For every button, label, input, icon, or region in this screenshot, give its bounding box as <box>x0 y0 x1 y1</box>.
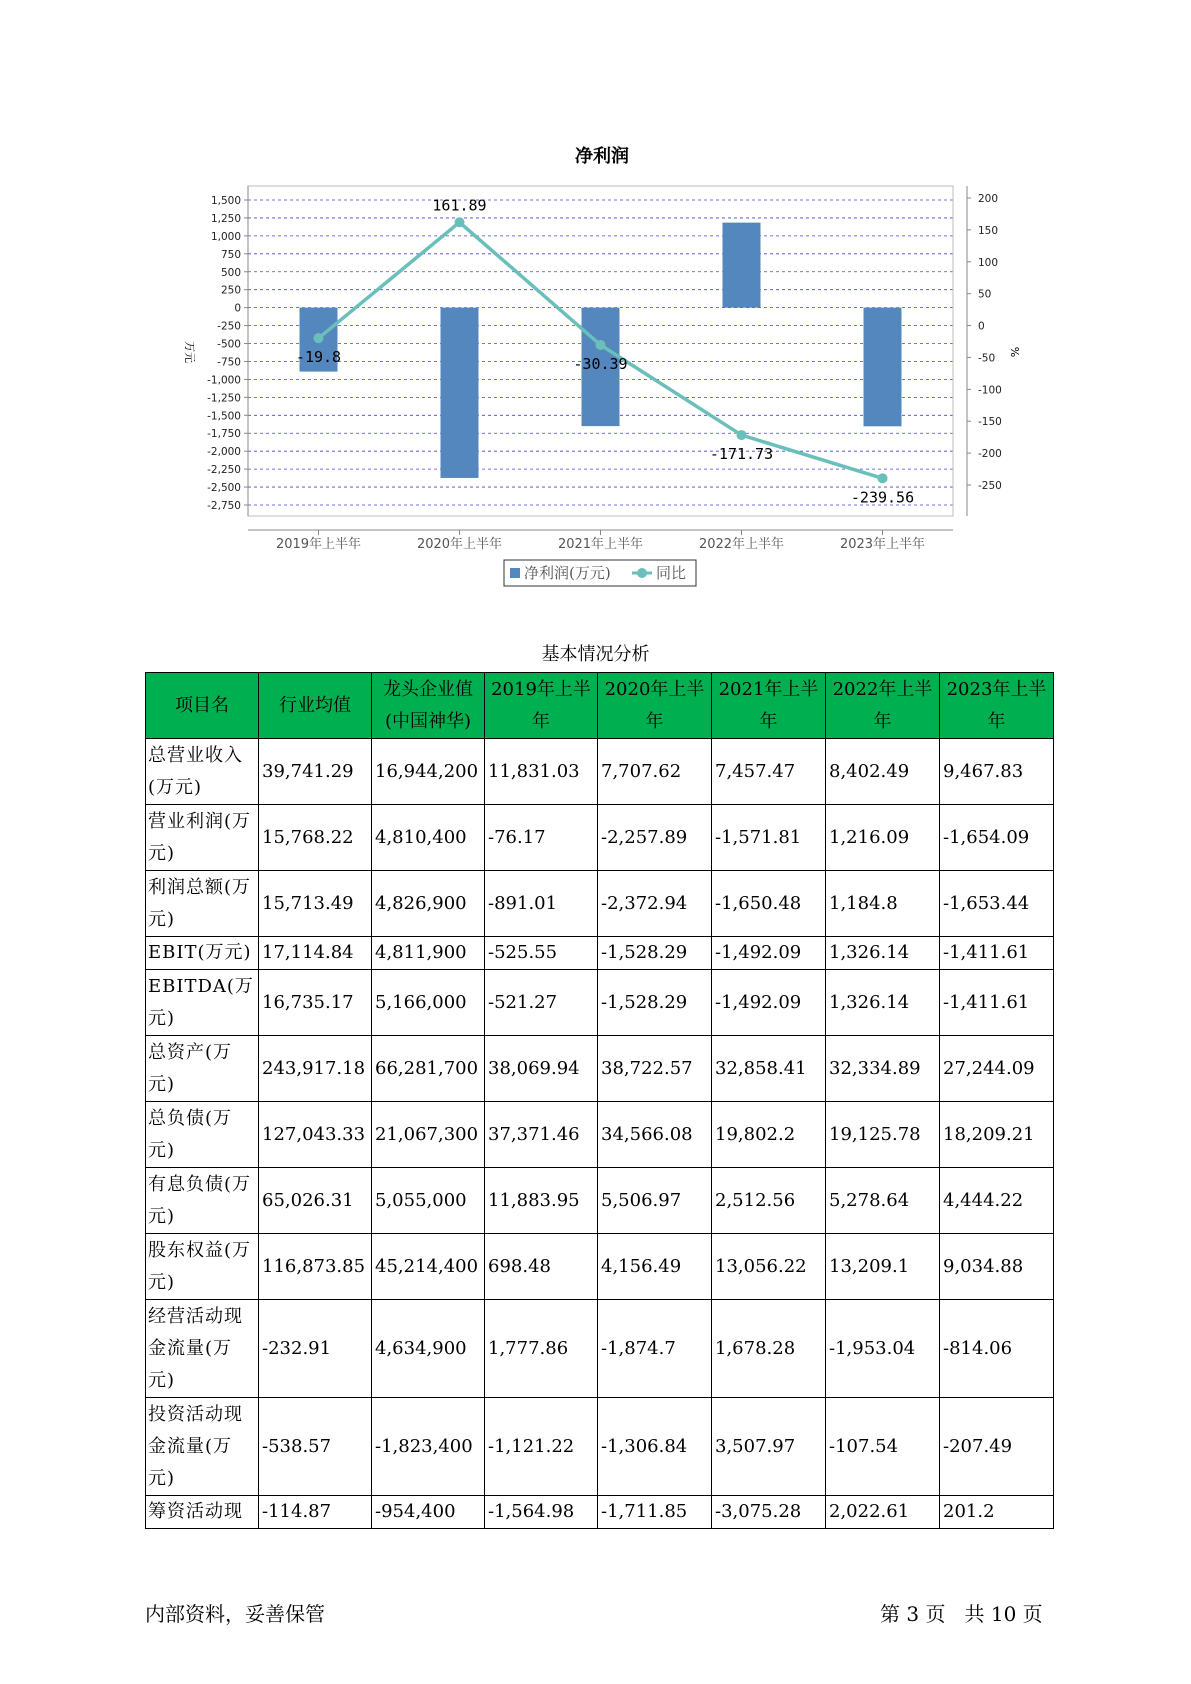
table-cell: -1,874.7 <box>598 1300 712 1398</box>
table-cell: 1,326.14 <box>826 937 940 970</box>
y2-tick-label: -100 <box>978 384 1002 397</box>
y-tick-label: 750 <box>220 248 241 261</box>
y2-tick-label: 150 <box>978 224 999 237</box>
table-cell: -891.01 <box>485 871 598 937</box>
table-cell: 38,722.57 <box>598 1036 712 1102</box>
basic-analysis-table <box>145 672 1054 1529</box>
legend-bar-swatch <box>510 568 520 578</box>
y2-tick-label: 0 <box>978 320 985 333</box>
table-cell: 127,043.33 <box>259 1102 372 1168</box>
y-tick-label: -2,250 <box>207 464 241 477</box>
y-tick-label: 500 <box>220 266 241 279</box>
table-cell: 3,507.97 <box>712 1398 826 1496</box>
yoy-data-label: -19.8 <box>295 348 342 367</box>
legend-line-marker <box>637 568 647 578</box>
row-label-cell: 投资活动现金流量(万元) <box>146 1398 259 1496</box>
table-cell: 5,166,000 <box>372 970 485 1036</box>
table-row <box>146 1398 1054 1496</box>
footer-page-number: 第 3 页 共 10 页 <box>880 1602 1043 1626</box>
y2-tick-label: 200 <box>978 193 999 205</box>
table-cell: 4,810,400 <box>372 805 485 871</box>
table-row <box>146 739 1054 805</box>
table-cell: 17,114.84 <box>259 937 372 970</box>
table-cell: 39,741.29 <box>259 739 372 805</box>
table-cell: -1,306.84 <box>598 1398 712 1496</box>
table-cell: 2,512.56 <box>712 1168 826 1234</box>
table-cell: 32,334.89 <box>826 1036 940 1102</box>
row-label-cell: 股东权益(万元) <box>146 1234 259 1300</box>
table-row <box>146 805 1054 871</box>
row-label-cell: 营业利润(万元) <box>146 805 259 871</box>
table-cell: -1,571.81 <box>712 805 826 871</box>
header-leader-value: 龙头企业值(中国神华) <box>372 673 485 739</box>
yoy-point <box>314 333 324 343</box>
table-header-row <box>146 673 1054 739</box>
header-2023h1: 2023年上半年 <box>940 673 1054 739</box>
y-tick-label: -750 <box>217 356 241 369</box>
row-label-cell: 经营活动现金流量(万元) <box>146 1300 259 1398</box>
table-row <box>146 1102 1054 1168</box>
table-cell: 201.2 <box>940 1496 1054 1529</box>
table-cell: 16,944,200 <box>372 739 485 805</box>
yoy-data-label: -239.56 <box>850 488 915 507</box>
table-cell: 1,216.09 <box>826 805 940 871</box>
table-cell: 4,826,900 <box>372 871 485 937</box>
table-cell: 19,802.2 <box>712 1102 826 1168</box>
table-cell: -1,528.29 <box>598 970 712 1036</box>
y-tick-label: -500 <box>217 338 241 351</box>
table-cell: 5,055,000 <box>372 1168 485 1234</box>
header-2020h1: 2020年上半年 <box>598 673 712 739</box>
chart-title: 净利润 <box>575 146 629 167</box>
table-cell: -107.54 <box>826 1398 940 1496</box>
bar-2023年上半年 <box>864 308 902 427</box>
table-cell: -1,650.48 <box>712 871 826 937</box>
table-cell: 11,831.03 <box>485 739 598 805</box>
table-cell: 4,634,900 <box>372 1300 485 1398</box>
legend-bar-label: 净利润(万元) <box>524 564 611 582</box>
x-tick-label: 2022年上半年 <box>698 537 785 552</box>
yoy-data-label: -171.73 <box>709 445 774 464</box>
table-caption: 基本情况分析 <box>541 644 650 665</box>
left-y-axis <box>207 186 248 516</box>
yoy-data-label: -30.39 <box>573 354 628 373</box>
yoy-point <box>737 430 747 440</box>
table-cell: -521.27 <box>485 970 598 1036</box>
header-2019h1: 2019年上半年 <box>485 673 598 739</box>
table-cell: -1,653.44 <box>940 871 1054 937</box>
table-cell: 27,244.09 <box>940 1036 1054 1102</box>
bar-2020年上半年 <box>441 308 479 478</box>
table-cell: 1,184.8 <box>826 871 940 937</box>
y-tick-label: 1,250 <box>210 212 241 225</box>
table-cell: -114.87 <box>259 1496 372 1529</box>
y-tick-label: -1,000 <box>207 374 241 387</box>
y2-tick-label: 50 <box>978 288 992 301</box>
y2-axis-label: % <box>1008 346 1021 358</box>
y2-tick-label: -50 <box>978 352 996 365</box>
table-cell: 9,034.88 <box>940 1234 1054 1300</box>
table-cell: 4,444.22 <box>940 1168 1054 1234</box>
table-cell: 1,777.86 <box>485 1300 598 1398</box>
table-cell: 4,811,900 <box>372 937 485 970</box>
y2-tick-label: -250 <box>978 480 1002 492</box>
table-cell: 2,022.61 <box>826 1496 940 1529</box>
row-label-cell: 总资产(万元) <box>146 1036 259 1102</box>
y2-tick-label: 100 <box>978 256 999 269</box>
y-tick-label: 250 <box>220 284 241 297</box>
table-cell: 7,457.47 <box>712 739 826 805</box>
table-cell: 698.48 <box>485 1234 598 1300</box>
table-cell: -538.57 <box>259 1398 372 1496</box>
row-label-cell: EBIT(万元) <box>146 937 259 970</box>
table-cell: 21,067,300 <box>372 1102 485 1168</box>
row-label-cell: 有息负债(万元) <box>146 1168 259 1234</box>
table-cell: -76.17 <box>485 805 598 871</box>
table-cell: 11,883.95 <box>485 1168 598 1234</box>
chart-legend <box>504 560 696 586</box>
table-row <box>146 871 1054 937</box>
x-tick-label: 2019年上半年 <box>275 537 362 552</box>
table-cell: -1,654.09 <box>940 805 1054 871</box>
y-tick-label: -2,750 <box>207 500 241 512</box>
y-tick-label: 1,500 <box>210 195 241 207</box>
x-tick-label: 2020年上半年 <box>416 537 503 552</box>
table-cell: -1,564.98 <box>485 1496 598 1529</box>
y2-tick-label: -200 <box>978 448 1002 461</box>
table-cell: 15,768.22 <box>259 805 372 871</box>
y-tick-label: -2,500 <box>207 482 241 495</box>
table-cell: -1,411.61 <box>940 937 1054 970</box>
row-label-cell: 筹资活动现 <box>146 1496 259 1529</box>
table-cell: 18,209.21 <box>940 1102 1054 1168</box>
table-cell: 32,858.41 <box>712 1036 826 1102</box>
right-y-axis <box>967 186 1002 516</box>
table-cell: 15,713.49 <box>259 871 372 937</box>
table-cell: 13,209.1 <box>826 1234 940 1300</box>
table-row <box>146 1234 1054 1300</box>
header-industry-avg: 行业均值 <box>259 673 372 739</box>
header-2021h1: 2021年上半年 <box>712 673 826 739</box>
yoy-point <box>455 217 465 227</box>
yoy-point <box>878 473 888 483</box>
table-cell: -2,372.94 <box>598 871 712 937</box>
table-cell: -1,953.04 <box>826 1300 940 1398</box>
table-row <box>146 970 1054 1036</box>
table-cell: 65,026.31 <box>259 1168 372 1234</box>
table-cell: -2,257.89 <box>598 805 712 871</box>
table-row <box>146 1300 1054 1398</box>
table-row <box>146 1036 1054 1102</box>
table-cell: 19,125.78 <box>826 1102 940 1168</box>
table-cell: 5,278.64 <box>826 1168 940 1234</box>
footer-confidential-note: 内部资料，妥善保管 <box>145 1602 325 1626</box>
table-cell: -1,492.09 <box>712 970 826 1036</box>
table-cell: 116,873.85 <box>259 1234 372 1300</box>
row-label-cell: 利润总额(万元) <box>146 871 259 937</box>
yoy-point <box>596 340 606 350</box>
row-label-cell: EBITDA(万元) <box>146 970 259 1036</box>
table-cell: 37,371.46 <box>485 1102 598 1168</box>
y-tick-label: 0 <box>234 302 241 315</box>
x-tick-label: 2021年上半年 <box>557 537 644 552</box>
y-axis-label: 万元 <box>183 341 196 363</box>
table-cell: 7,707.62 <box>598 739 712 805</box>
table-cell: 243,917.18 <box>259 1036 372 1102</box>
header-item-name: 项目名 <box>146 673 259 739</box>
y-tick-label: -1,250 <box>207 392 241 405</box>
x-tick-label: 2023年上半年 <box>839 537 926 552</box>
y-tick-label: -1,500 <box>207 410 241 423</box>
table-cell: -1,492.09 <box>712 937 826 970</box>
table-cell: 1,326.14 <box>826 970 940 1036</box>
table-cell: 8,402.49 <box>826 739 940 805</box>
table-cell: -232.91 <box>259 1300 372 1398</box>
table-cell: -1,711.85 <box>598 1496 712 1529</box>
y-tick-label: -250 <box>217 320 241 333</box>
row-label-cell: 总负债(万元) <box>146 1102 259 1168</box>
table-cell: 16,735.17 <box>259 970 372 1036</box>
table-cell: -954,400 <box>372 1496 485 1529</box>
table-cell: 66,281,700 <box>372 1036 485 1102</box>
table-cell: -1,823,400 <box>372 1398 485 1496</box>
y-tick-label: -2,000 <box>207 446 241 459</box>
table-cell: -207.49 <box>940 1398 1054 1496</box>
table-cell: 13,056.22 <box>712 1234 826 1300</box>
table-cell: -814.06 <box>940 1300 1054 1398</box>
table-cell: -1,528.29 <box>598 937 712 970</box>
table-cell: 4,156.49 <box>598 1234 712 1300</box>
row-label-cell: 总营业收入(万元) <box>146 739 259 805</box>
header-2022h1: 2022年上半年 <box>826 673 940 739</box>
table-cell: 5,506.97 <box>598 1168 712 1234</box>
y-tick-label: -1,750 <box>207 428 241 441</box>
table-row <box>146 937 1054 970</box>
legend-line-label: 同比 <box>656 564 687 582</box>
table-cell: 38,069.94 <box>485 1036 598 1102</box>
table-cell: 1,678.28 <box>712 1300 826 1398</box>
table-cell: -525.55 <box>485 937 598 970</box>
table-row <box>146 1168 1054 1234</box>
table-cell: -3,075.28 <box>712 1496 826 1529</box>
table-cell: -1,411.61 <box>940 970 1054 1036</box>
x-axis <box>248 530 953 552</box>
table-cell: 34,566.08 <box>598 1102 712 1168</box>
table-row <box>146 1496 1054 1529</box>
bar-series <box>300 223 902 478</box>
bar-2022年上半年 <box>723 223 761 308</box>
y2-tick-label: -150 <box>978 416 1002 429</box>
net-profit-chart <box>0 0 1191 600</box>
y-tick-label: 1,000 <box>210 230 241 243</box>
table-cell: -1,121.22 <box>485 1398 598 1496</box>
yoy-data-label: 161.89 <box>432 196 487 215</box>
table-cell: 9,467.83 <box>940 739 1054 805</box>
table-cell: 45,214,400 <box>372 1234 485 1300</box>
